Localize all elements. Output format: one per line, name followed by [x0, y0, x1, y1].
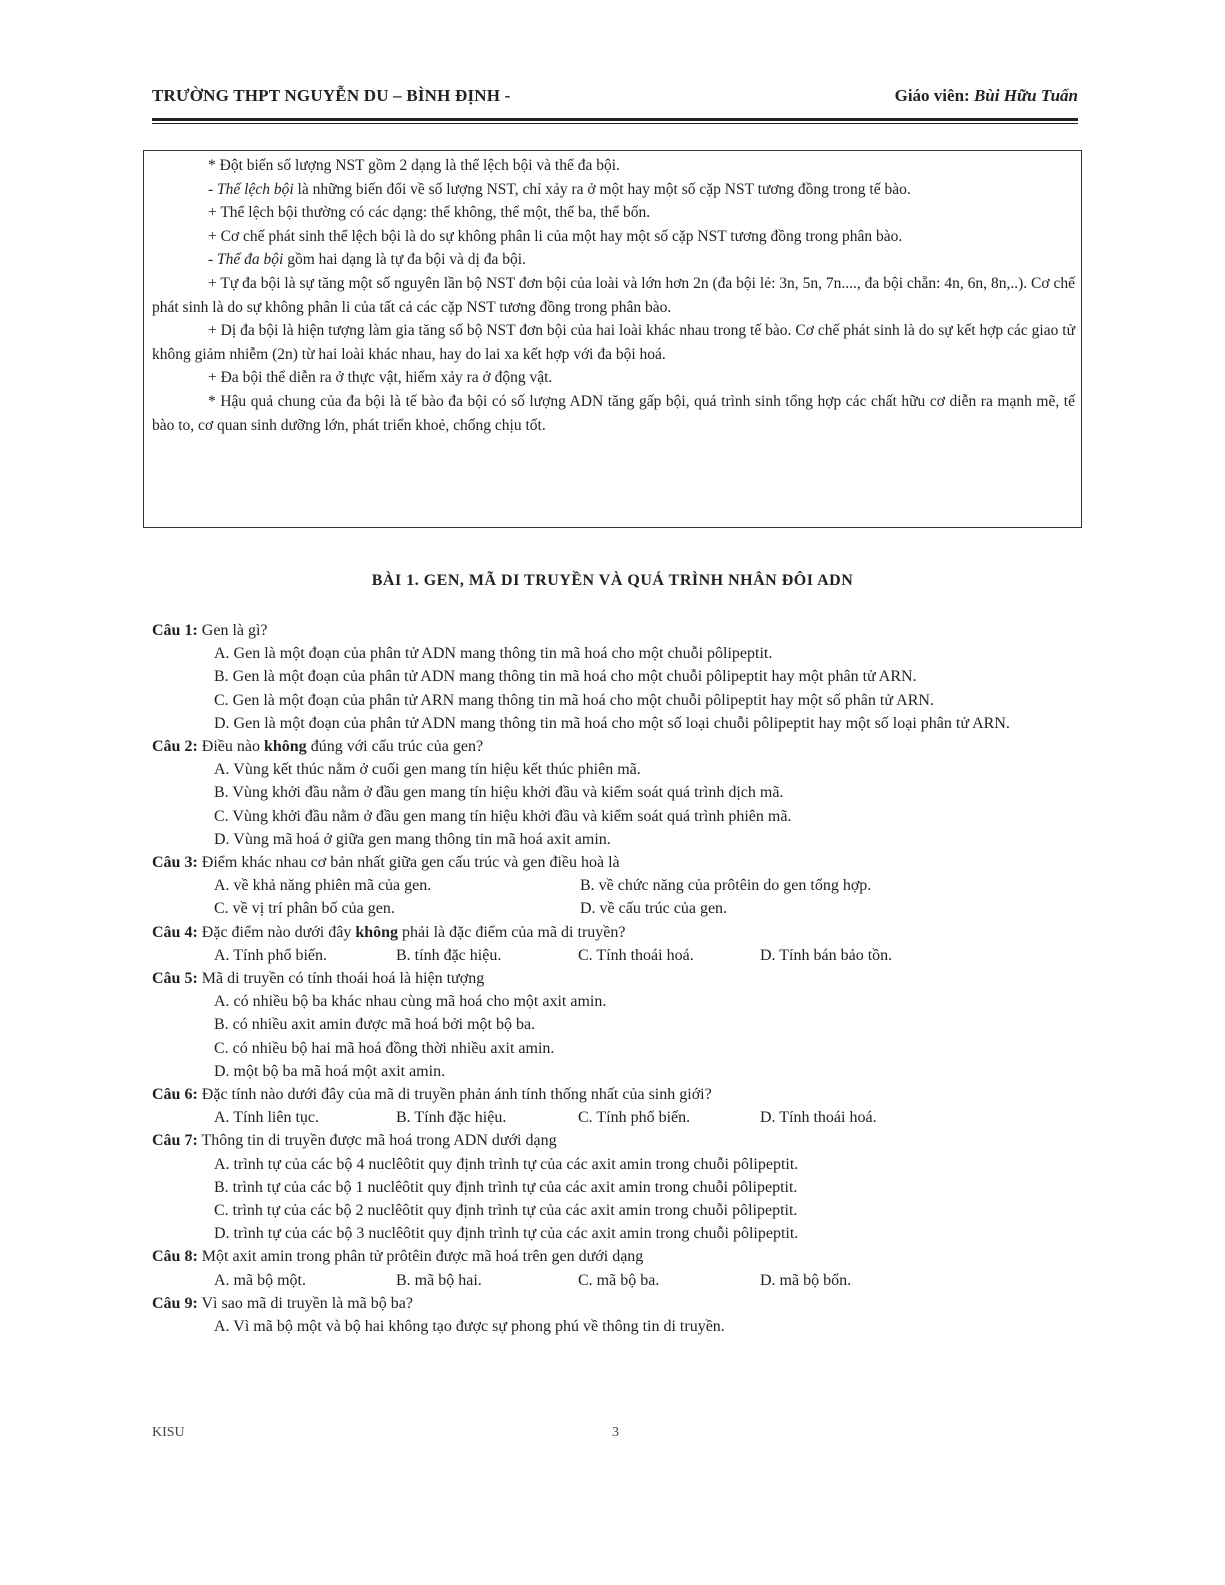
option-b: B. tính đặc hiệu.	[396, 946, 502, 964]
option-row	[152, 944, 1078, 967]
teacher-label: Giáo viên:	[894, 86, 974, 105]
question-text: Đặc tính nào dưới đây của mã di truyền phản ánh tính thống nhất của sinh giới?	[197, 1086, 712, 1104]
teacher-info	[895, 86, 1078, 106]
box-line: + Thể lệch bội thường có các dạng: thể không, thể một, thể ba, thể bốn.	[208, 204, 651, 222]
option-b: B. có nhiều axit amin được mã hoá bởi một bộ ba.	[214, 1016, 536, 1034]
header-rule-thick	[152, 118, 1078, 121]
question-7	[152, 1129, 1078, 1152]
option-d: D. Gen là một đoạn của phân tử ADN mang thông tin mã hoá cho một số loại chuỗi pôlipeptit hay một số loại phân tử ARN.	[214, 714, 1010, 732]
option-a: A. có nhiều bộ ba khác nhau cùng mã hoá cho một axit amin.	[214, 993, 607, 1011]
question-label: Câu 8:	[152, 1248, 198, 1266]
option-row	[152, 874, 1078, 897]
question-label: Câu 6:	[152, 1086, 198, 1104]
option-c: C. Vùng khởi đầu nằm ở đầu gen mang tín hiệu khởi đầu và kiểm soát quá trình phiên mã.	[214, 807, 792, 825]
question-text: đúng với cấu trúc của gen?	[306, 738, 484, 756]
option-row	[152, 1106, 1078, 1129]
question-label: Câu 7:	[152, 1132, 198, 1150]
question-text: phải là đặc điểm của mã di truyền?	[398, 923, 626, 941]
option-b: B. mã bộ hai.	[396, 1271, 482, 1289]
box-line: + Dị đa bội là hiện tượng làm gia tăng số bộ NST đơn bội của hai loài khác nhau trong tế bào. Cơ chế phát sinh là do sự kết hợp các giao tử không giảm nhiễm (2n) từ hai loài khác nhau, hay do lai xa kết hợp với đa bội hoá.	[152, 322, 1075, 363]
box-line-text: gồm hai dạng là tự đa bội và dị đa bội.	[283, 251, 526, 269]
option-d: D. trình tự của các bộ 3 nuclêôtit quy định trình tự của các axit amin trong chuỗi pôlipeptit.	[214, 1225, 799, 1243]
option-d: D. Vùng mã hoá ở giữa gen mang thông tin mã hoá axit amin.	[214, 830, 611, 848]
question-label: Câu 2:	[152, 738, 198, 756]
question-text: Thông tin di truyền được mã hoá trong ADN dưới dạng	[197, 1132, 557, 1150]
question-text: Vì sao mã di truyền là mã bộ ba?	[197, 1294, 413, 1312]
term-da-boi: - Thể đa bội	[208, 251, 284, 269]
header-rule-thin	[152, 123, 1078, 124]
question-list	[152, 619, 1078, 1338]
option-a: A. Gen là một đoạn của phân tử ADN mang thông tin mã hoá cho một chuỗi pôlipeptit.	[214, 645, 773, 663]
box-line-text: là những biến đổi về số lượng NST, chỉ xảy ra ở một hay một số cặp NST tương đồng trong tế bào.	[293, 180, 911, 198]
option-b: B. trình tự của các bộ 1 nuclêôtit quy định trình tự của các axit amin trong chuỗi pôlipeptit.	[214, 1178, 798, 1196]
option-d: D. Tính bán bảo tồn.	[760, 946, 893, 964]
question-label: Câu 4:	[152, 923, 198, 941]
option-c: C. mã bộ ba.	[578, 1271, 660, 1289]
footer-label: KISU	[152, 1425, 185, 1440]
option-d: D. về cấu trúc của gen.	[580, 900, 728, 918]
question-text: Điều nào	[197, 738, 264, 756]
page-number: 3	[612, 1425, 619, 1440]
option-b: B. Gen là một đoạn của phân tử ADN mang thông tin mã hoá cho một chuỗi pôlipeptit hay một phân tử ARN.	[214, 668, 917, 686]
question-label: Câu 3:	[152, 854, 198, 872]
question-5	[152, 967, 1078, 990]
option-c: C. có nhiều bộ hai mã hoá đồng thời nhiều axit amin.	[214, 1039, 555, 1057]
question-label: Câu 5:	[152, 970, 198, 988]
option-row	[152, 897, 1078, 920]
term-lech-boi: - Thể lệch bội	[208, 180, 294, 198]
option-d: D. mã bộ bốn.	[760, 1271, 852, 1289]
option-a: A. Tính phổ biến.	[214, 946, 328, 964]
option-b: B. Tính đặc hiệu.	[396, 1109, 507, 1127]
option-d: D. Tính thoái hoá.	[760, 1109, 877, 1127]
teacher-name: Bùi Hữu Tuấn	[973, 86, 1078, 105]
option-b: B. Vùng khởi đầu nằm ở đầu gen mang tín hiệu khởi đầu và kiểm soát quá trình dịch mã.	[214, 784, 784, 802]
option-c: C. Gen là một đoạn của phân tử ARN mang thông tin mã hoá cho một chuỗi pôlipeptit hay một số phân tử ARN.	[214, 691, 934, 709]
question-2	[152, 735, 1078, 758]
question-text: Điểm khác nhau cơ bản nhất giữa gen cấu trúc và gen điều hoà là	[197, 854, 620, 872]
option-d: D. một bộ ba mã hoá một axit amin.	[214, 1062, 446, 1080]
option-row	[152, 1269, 1078, 1292]
box-line: * Đột biến số lượng NST gồm 2 dạng là thể lệch bội và thể đa bội.	[208, 157, 620, 174]
option-a: A. Vì mã bộ một và bộ hai không tạo được sự phong phú về thông tin di truyền.	[214, 1318, 725, 1336]
question-label: Câu 1:	[152, 622, 198, 639]
question-text: Đặc điểm nào dưới đây	[197, 923, 356, 941]
question-label: Câu 9:	[152, 1294, 198, 1312]
option-a: A. Vùng kết thúc nằm ở cuối gen mang tín hiệu kết thúc phiên mã.	[214, 761, 641, 779]
option-a: A. mã bộ một.	[214, 1271, 306, 1289]
option-c: C. Tính phổ biến.	[578, 1109, 691, 1127]
question-text: Một axit amin trong phân tử prôtêin được mã hoá trên gen dưới dạng	[197, 1248, 644, 1266]
page-header	[152, 86, 1078, 114]
question-8	[152, 1245, 1078, 1268]
option-c: C. về vị trí phân bố của gen.	[214, 900, 395, 918]
school-name: TRƯỜNG THPT NGUYỄN DU – BÌNH ĐỊNH -	[152, 86, 511, 105]
question-4	[152, 921, 1078, 944]
emphasis: không	[263, 738, 307, 756]
option-c: C. Tính thoái hoá.	[578, 946, 694, 964]
box-line: + Cơ chế phát sinh thể lệch bội là do sự không phân li của một hay một số cặp NST tương đồng trong phân bào.	[208, 227, 903, 245]
question-9	[152, 1292, 1078, 1315]
box-line: * Hậu quả chung của đa bội là tế bào đa bội có số lượng ADN tăng gấp bội, quá trình sinh tổng hợp các chất hữu cơ diễn ra mạnh mẽ, tế bào to, cơ quan sinh dưỡng lớn, phát triển khoẻ, chống chịu tốt.	[152, 392, 1075, 434]
question-text: Mã di truyền có tính thoái hoá là hiện tượng	[197, 970, 485, 988]
option-a: A. về khả năng phiên mã của gen.	[214, 877, 432, 895]
lesson-title: BÀI 1. GEN, MÃ DI TRUYỀN VÀ QUÁ TRÌNH NHÂN ĐÔI ADN	[371, 572, 854, 589]
question-6	[152, 1083, 1078, 1106]
question-1	[152, 619, 1078, 642]
question-text: Gen là gì?	[197, 622, 268, 639]
emphasis: không	[355, 923, 399, 941]
box-line	[152, 178, 1075, 202]
option-c: C. trình tự của các bộ 2 nuclêôtit quy định trình tự của các axit amin trong chuỗi pôlipeptit.	[214, 1202, 798, 1220]
summary-box	[143, 150, 1082, 528]
box-line: + Tự đa bội là sự tăng một số nguyên lần bộ NST đơn bội của loài và lớn hơn 2n (đa bội lẻ: 3n, 5n, 7n...., đa bội chẵn: 4n, 6n, 8n,..). Cơ chế phát sinh là do sự không phân li của tất cả các cặp NST tương đồng trong phân bào.	[152, 274, 1075, 316]
question-3	[152, 851, 1078, 874]
option-b: B. về chức năng của prôtêin do gen tổng hợp.	[580, 877, 872, 895]
option-a: A. trình tự của các bộ 4 nuclêôtit quy định trình tự của các axit amin trong chuỗi pôlipeptit.	[214, 1155, 799, 1173]
box-line	[152, 248, 1075, 272]
box-line: + Đa bội thể diễn ra ở thực vật, hiếm xảy ra ở động vật.	[208, 369, 553, 387]
option-a: A. Tính liên tục.	[214, 1109, 320, 1127]
